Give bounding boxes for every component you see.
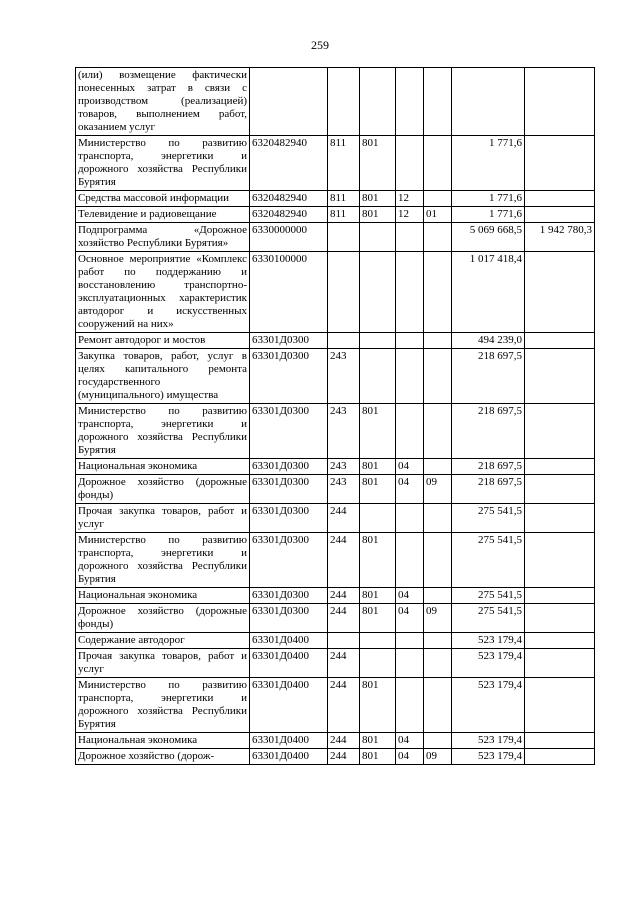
subsection-code (424, 633, 452, 649)
ministry-code (360, 252, 396, 333)
row-description: Прочая закупка товаров, работ и услуг (76, 649, 250, 678)
amount-secondary (525, 191, 595, 207)
target-article-code: 63301Д0300 (250, 588, 328, 604)
subsection-code (424, 733, 452, 749)
target-article-code: 63301Д0400 (250, 633, 328, 649)
subsection-code: 09 (424, 475, 452, 504)
expense-type-code: 244 (328, 678, 360, 733)
target-article-code: 6320482940 (250, 136, 328, 191)
section-code (396, 533, 424, 588)
amount-total: 218 697,5 (452, 349, 525, 404)
target-article-code: 63301Д0400 (250, 678, 328, 733)
target-article-code: 63301Д0400 (250, 749, 328, 765)
ministry-code: 801 (360, 604, 396, 633)
table-row (76, 733, 595, 749)
table-row (76, 749, 595, 765)
amount-total: 494 239,0 (452, 333, 525, 349)
row-description: Министерство по развитию транспорта, энергетики и дорожного хозяйства Республики Бурятия (76, 678, 250, 733)
page-number: 259 (311, 38, 329, 52)
table-row (76, 191, 595, 207)
row-description: Министерство по развитию транспорта, энергетики и дорожного хозяйства Республики Бурятия (76, 136, 250, 191)
subsection-code (424, 68, 452, 136)
section-code: 04 (396, 459, 424, 475)
amount-total (452, 68, 525, 136)
expense-type-code: 811 (328, 136, 360, 191)
subsection-code (424, 404, 452, 459)
section-code (396, 349, 424, 404)
table-row (76, 588, 595, 604)
row-description: Подпрограмма «Дорожное хозяйство Республики Бурятия» (76, 223, 250, 252)
table-row (76, 404, 595, 459)
ministry-code: 801 (360, 749, 396, 765)
table-row (76, 349, 595, 404)
amount-total: 523 179,4 (452, 749, 525, 765)
ministry-code (360, 349, 396, 404)
amount-secondary (525, 504, 595, 533)
target-article-code: 63301Д0400 (250, 733, 328, 749)
section-code: 04 (396, 475, 424, 504)
subsection-code: 09 (424, 749, 452, 765)
subsection-code (424, 333, 452, 349)
table-row (76, 604, 595, 633)
table-row (76, 633, 595, 649)
ministry-code (360, 333, 396, 349)
section-code (396, 68, 424, 136)
amount-total: 523 179,4 (452, 733, 525, 749)
amount-secondary (525, 459, 595, 475)
amount-secondary (525, 733, 595, 749)
ministry-code: 801 (360, 191, 396, 207)
subsection-code (424, 349, 452, 404)
subsection-code (424, 588, 452, 604)
ministry-code: 801 (360, 678, 396, 733)
row-description: Телевидение и радиовещание (76, 207, 250, 223)
amount-secondary (525, 207, 595, 223)
expense-type-code: 243 (328, 475, 360, 504)
expense-type-code: 244 (328, 733, 360, 749)
subsection-code (424, 533, 452, 588)
ministry-code (360, 223, 396, 252)
table-row (76, 649, 595, 678)
section-code: 04 (396, 749, 424, 765)
row-description: Дорожное хозяйство (дорожные фонды) (76, 475, 250, 504)
target-article-code: 6330000000 (250, 223, 328, 252)
amount-secondary (525, 749, 595, 765)
section-code (396, 678, 424, 733)
row-description: Национальная экономика (76, 588, 250, 604)
ministry-code: 801 (360, 475, 396, 504)
target-article-code (250, 68, 328, 136)
section-code (396, 504, 424, 533)
ministry-code (360, 649, 396, 678)
amount-secondary (525, 475, 595, 504)
amount-secondary (525, 649, 595, 678)
row-description: Прочая закупка товаров, работ и услуг (76, 504, 250, 533)
subsection-code: 09 (424, 604, 452, 633)
amount-secondary (525, 678, 595, 733)
expense-type-code: 244 (328, 588, 360, 604)
section-code: 12 (396, 207, 424, 223)
row-description: Министерство по развитию транспорта, энергетики и дорожного хозяйства Республики Бурятия (76, 533, 250, 588)
ministry-code: 801 (360, 207, 396, 223)
expense-type-code: 811 (328, 191, 360, 207)
ministry-code: 801 (360, 136, 396, 191)
target-article-code: 63301Д0300 (250, 459, 328, 475)
row-description: Основное мероприятие «Комплекс работ по поддержанию и восстановлению транспортно-эксплуатационных характеристик автодорог и искусственных сооружений на них» (76, 252, 250, 333)
section-code: 04 (396, 733, 424, 749)
expense-type-code (328, 68, 360, 136)
target-article-code: 63301Д0300 (250, 333, 328, 349)
expense-type-code (328, 633, 360, 649)
subsection-code (424, 504, 452, 533)
table-row (76, 533, 595, 588)
section-code (396, 223, 424, 252)
expense-type-code: 811 (328, 207, 360, 223)
amount-total: 1 017 418,4 (452, 252, 525, 333)
target-article-code: 63301Д0300 (250, 504, 328, 533)
subsection-code: 01 (424, 207, 452, 223)
target-article-code: 63301Д0400 (250, 649, 328, 678)
amount-secondary (525, 349, 595, 404)
amount-total: 1 771,6 (452, 136, 525, 191)
target-article-code: 63301Д0300 (250, 475, 328, 504)
expense-type-code: 244 (328, 533, 360, 588)
row-description: Закупка товаров, работ, услуг в целях капитального ремонта государственного (муниципального) имущества (76, 349, 250, 404)
row-description: Дорожное хозяйство (дорож- (76, 749, 250, 765)
target-article-code: 63301Д0300 (250, 404, 328, 459)
amount-total: 218 697,5 (452, 404, 525, 459)
table-row (76, 504, 595, 533)
subsection-code (424, 191, 452, 207)
target-article-code: 63301Д0300 (250, 349, 328, 404)
subsection-code (424, 136, 452, 191)
table-body (76, 68, 595, 765)
row-description: Средства массовой информации (76, 191, 250, 207)
section-code: 04 (396, 604, 424, 633)
amount-total: 1 771,6 (452, 207, 525, 223)
row-description: (или) возмещение фактически понесенных затрат в связи с производством (реализацией) товаров, выполнением работ, оказанием услуг (76, 68, 250, 136)
target-article-code: 6330100000 (250, 252, 328, 333)
amount-secondary (525, 252, 595, 333)
target-article-code: 6320482940 (250, 191, 328, 207)
section-code (396, 633, 424, 649)
amount-total: 275 541,5 (452, 588, 525, 604)
table-row (76, 136, 595, 191)
expense-type-code: 243 (328, 459, 360, 475)
expense-type-code: 244 (328, 649, 360, 678)
table-row (76, 475, 595, 504)
amount-secondary (525, 136, 595, 191)
budget-table (75, 67, 595, 765)
section-code (396, 404, 424, 459)
table-row (76, 68, 595, 136)
target-article-code: 6320482940 (250, 207, 328, 223)
table-row (76, 252, 595, 333)
amount-total: 5 069 668,5 (452, 223, 525, 252)
amount-secondary (525, 404, 595, 459)
amount-secondary: 1 942 780,3 (525, 223, 595, 252)
ministry-code: 801 (360, 404, 396, 459)
amount-secondary (525, 533, 595, 588)
section-code (396, 649, 424, 678)
expense-type-code (328, 223, 360, 252)
expense-type-code: 243 (328, 404, 360, 459)
table-row (76, 223, 595, 252)
amount-secondary (525, 588, 595, 604)
ministry-code (360, 68, 396, 136)
amount-total: 218 697,5 (452, 475, 525, 504)
row-description: Национальная экономика (76, 733, 250, 749)
amount-total: 523 179,4 (452, 649, 525, 678)
section-code (396, 252, 424, 333)
subsection-code (424, 678, 452, 733)
subsection-code (424, 649, 452, 678)
section-code: 04 (396, 588, 424, 604)
amount-total: 218 697,5 (452, 459, 525, 475)
amount-total: 1 771,6 (452, 191, 525, 207)
expense-type-code (328, 333, 360, 349)
target-article-code: 63301Д0300 (250, 533, 328, 588)
table-row (76, 459, 595, 475)
amount-secondary (525, 333, 595, 349)
row-description: Национальная экономика (76, 459, 250, 475)
amount-secondary (525, 633, 595, 649)
target-article-code: 63301Д0300 (250, 604, 328, 633)
amount-total: 275 541,5 (452, 533, 525, 588)
ministry-code (360, 504, 396, 533)
section-code: 12 (396, 191, 424, 207)
ministry-code (360, 633, 396, 649)
row-description: Министерство по развитию транспорта, энергетики и дорожного хозяйства Республики Бурятия (76, 404, 250, 459)
subsection-code (424, 459, 452, 475)
row-description: Ремонт автодорог и мостов (76, 333, 250, 349)
amount-secondary (525, 604, 595, 633)
table-row (76, 333, 595, 349)
ministry-code: 801 (360, 533, 396, 588)
expense-type-code: 244 (328, 504, 360, 533)
amount-total: 523 179,4 (452, 678, 525, 733)
expense-type-code (328, 252, 360, 333)
subsection-code (424, 252, 452, 333)
ministry-code: 801 (360, 588, 396, 604)
ministry-code: 801 (360, 733, 396, 749)
expense-type-code: 244 (328, 604, 360, 633)
subsection-code (424, 223, 452, 252)
section-code (396, 136, 424, 191)
amount-secondary (525, 68, 595, 136)
row-description: Дорожное хозяйство (дорожные фонды) (76, 604, 250, 633)
amount-total: 523 179,4 (452, 633, 525, 649)
ministry-code: 801 (360, 459, 396, 475)
row-description: Содержание автодорог (76, 633, 250, 649)
section-code (396, 333, 424, 349)
table-row (76, 207, 595, 223)
amount-total: 275 541,5 (452, 504, 525, 533)
expense-type-code: 243 (328, 349, 360, 404)
amount-total: 275 541,5 (452, 604, 525, 633)
expense-type-code: 244 (328, 749, 360, 765)
table-row (76, 678, 595, 733)
